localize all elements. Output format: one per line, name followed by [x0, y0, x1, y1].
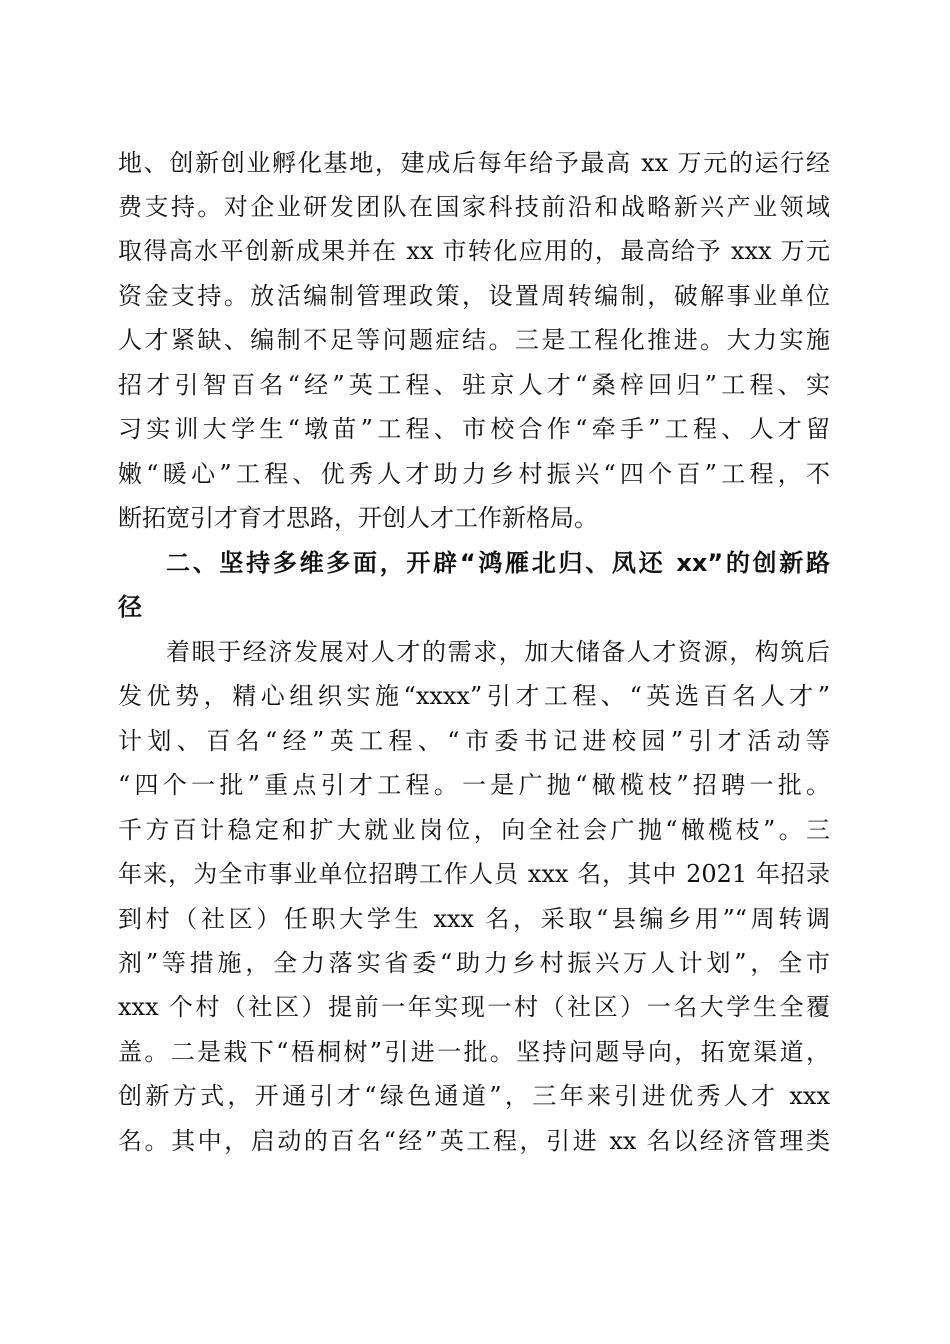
- text-line: 到村（社区）任职大学生 xxx 名，采取“县编乡用”“周转调: [118, 905, 830, 933]
- text-line: 取得高水平创新成果并在 xx 市转化应用的，最高给予 xxx 万元: [118, 237, 830, 265]
- text-line: xxx 个村（社区）提前一年实现一村（社区）一名大学生全覆: [118, 993, 830, 1021]
- text-line: 断拓宽引才育才思路，开创人才工作新格局。: [118, 504, 598, 532]
- text-line: 着眼于经济发展对人才的需求，加大储备人才资源，构筑后: [166, 638, 830, 666]
- text-line: 人才紧缺、编制不足等问题症结。三是工程化推进。大力实施: [118, 326, 830, 354]
- text-line: “四个一批”重点引才工程。一是广抛“橄榄枝”招聘一批。: [118, 771, 830, 799]
- text-line: 年来，为全市事业单位招聘工作人员 xxx 名，其中 2021 年招录: [118, 860, 830, 888]
- text-line: 地、创新创业孵化基地，建成后每年给予最高 xx 万元的运行经: [118, 149, 830, 177]
- text-line: 嫩“暖心”工程、优秀人才助力乡村振兴“四个百”工程，不: [118, 460, 830, 488]
- text-line: 招才引智百名“经”英工程、驻京人才“桑梓回归”工程、实: [118, 371, 830, 399]
- text-line: 千方百计稳定和扩大就业岗位，向全社会广抛“橄榄枝”。三: [118, 816, 830, 844]
- text-line: 习实训大学生“墩苗”工程、市校合作“牵手”工程、人才留: [118, 415, 830, 443]
- text-line: 名。其中，启动的百名“经”英工程，引进 xx 名以经济管理类: [118, 1127, 830, 1155]
- heading-line: 径: [118, 593, 142, 621]
- text-line: 剂”等措施，全力落实省委“助力乡村振兴万人计划”，全市: [118, 949, 830, 977]
- text-line: 创新方式，开通引才“绿色通道”，三年来引进优秀人才 xxx: [118, 1082, 830, 1110]
- text-line: 资金支持。放活编制管理政策，设置周转编制，破解事业单位: [118, 282, 830, 310]
- heading-line: 二、坚持多维多面，开辟“鸿雁北归、凤还 xx”的创新路: [166, 549, 830, 577]
- text-line: 费支持。对企业研发团队在国家科技前沿和战略新兴产业领域: [118, 193, 830, 221]
- text-line: 盖。二是栽下“梧桐树”引进一批。坚持问题导向，拓宽渠道，: [118, 1038, 830, 1066]
- text-line: 发优势，精心组织实施“xxxx”引才工程、“英选百名人才”: [118, 682, 830, 710]
- text-line: 计划、百名“经”英工程、“市委书记进校园”引才活动等: [118, 727, 830, 755]
